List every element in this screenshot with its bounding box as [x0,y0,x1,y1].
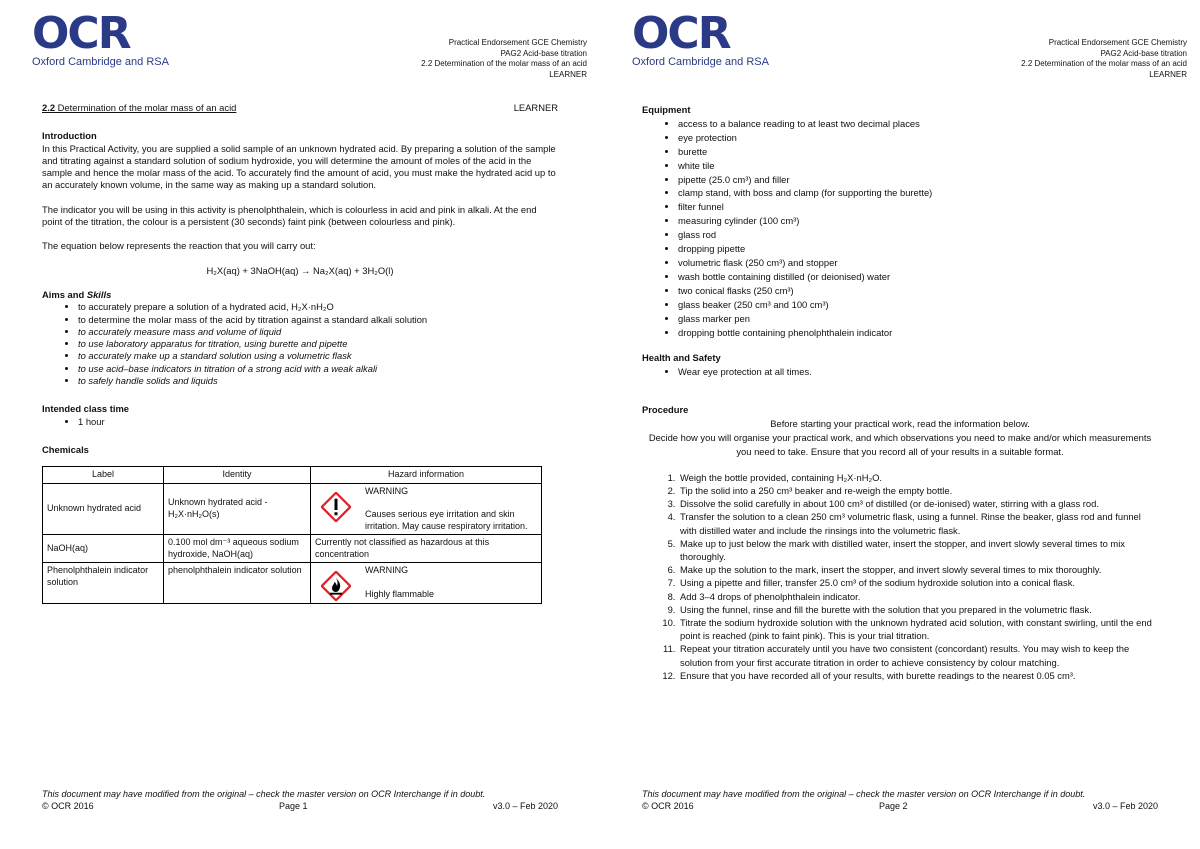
list-item: • pipette (25.0 cm³) and filler [678,173,1158,187]
exclamation-icon [321,492,351,522]
hazard-statement: Causes serious eye irritation and skin irritation. May cause respiratory irritation. [365,509,528,531]
list-item: • filter funnel [678,200,1158,214]
table-cell: phenolphthalein indicator solution [164,563,311,604]
hazard-signal-word: WARNING [365,565,409,576]
table-cell: Unknown hydrated acid - H₂X·nH₂O(s) [164,483,311,535]
list-item: • burette [678,145,1158,159]
list-item: • glass marker pen [678,312,1158,326]
list-item: • glass beaker (250 cm³ and 100 cm³) [678,298,1158,312]
table-cell [311,483,542,535]
footer-version: v3.0 – Feb 2020 [492,801,558,811]
logo-subtitle: Oxford Cambridge and RSA [632,56,769,68]
list-item: • two conical flasks (250 cm³) [678,284,1158,298]
footer-notice: This document may have modified from the original – check the master version on OCR Interchange if in doubt. [642,789,1086,799]
procedure-intro-2: Decide how you will organise your practical work, and which observations you need to make and/or which measurements you need to take. Ensure that you record all of your results in a suitable format. [648,432,1152,457]
list-item: 1. Weigh the bottle provided, containing H₂X·nH₂O. [678,471,1158,484]
chemicals-table [42,466,542,604]
intro-paragraph-2: The indicator you will be using in this activity is phenolphthalein, which is colourless in acid and pink in alkali. At the end point of the titration, the colour is a persistent (30 seconds) faint pink (between colourless and pink). [42,203,537,228]
list-item: 7. Using a pipette and filler, transfer 25.0 cm³ of the sodium hydroxide solution into a conical flask. [678,576,1158,589]
class-time-list [42,416,558,428]
class-time-heading: Intended class time [42,403,130,415]
list-item: • eye protection [678,131,1158,145]
column-header: Identity [164,467,311,484]
ocr-logo [632,8,769,68]
ocr-logo [32,8,169,68]
list-item: • wash bottle containing distilled (or deionised) water [678,270,1158,284]
page-footer [42,788,558,812]
title-text: Determination of the molar mass of an acid [55,102,237,113]
chemicals-heading: Chemicals [42,443,89,455]
list-item: 11. Repeat your titration accurately until you have two consistent (concordant) results. You may wish to keep the solution from your first accurate titration in order to achieve consistency by colour matching. [678,642,1158,668]
list-item: • 1 hour [78,416,558,428]
list-item: 6. Make up the solution to the mark, insert the stopper, and invert slowly several times to mix thoroughly. [678,563,1158,576]
reaction-equation: H₂X(aq) + 3NaOH(aq) → Na₂X(aq) + 3H₂O(l) [206,264,394,276]
table-cell: Unknown hydrated acid [43,483,164,535]
hazard-statement: Highly flammable [365,588,435,599]
footer-version: v3.0 – Feb 2020 [1092,801,1158,811]
table-cell: Currently not classified as hazardous at this concentration [311,535,542,563]
header-pag: PAG2 Acid-base titration [1100,48,1187,58]
flame-icon [321,571,351,601]
page-title [42,102,558,114]
list-item: 10. Titrate the sodium hydroxide solution with the unknown hydrated acid solution, with constant swirling, until the end point is reached (pink to faint pink). This is your trial titration. [678,616,1158,642]
list-item: • to use laboratory apparatus for titration, using burette and pipette [78,338,558,350]
list-item: 9. Using the funnel, rinse and fill the burette with the solution that you prepared in the volumetric flask. [678,603,1158,616]
list-item: • to use acid–base indicators in titration of a strong acid with a weak alkali [78,363,558,375]
list-item: • white tile [678,159,1158,173]
list-item: • glass rod [678,228,1158,242]
title-role: LEARNER [513,102,558,113]
header-activity: 2.2 Determination of the molar mass of an acid [1021,59,1187,68]
page-1 [30,0,590,849]
table-row [43,483,542,535]
header-activity: 2.2 Determination of the molar mass of an acid [421,59,587,68]
intro-paragraph-3: The equation below represents the reaction that you will carry out: [42,240,316,252]
header-course: Practical Endorsement GCE Chemistry [448,38,587,47]
health-safety-list [642,365,1158,379]
list-item: • Wear eye protection at all times. [678,365,1158,379]
table-row [43,563,542,604]
logo-subtitle: Oxford Cambridge and RSA [32,56,169,68]
list-item: 5. Make up to just below the mark with distilled water, insert the stopper, and invert slowly several times to mix thoroughly. [678,537,1158,563]
list-item: • dropping bottle containing phenolphthalein indicator [678,326,1158,340]
list-item: 3. Dissolve the solid carefully in about 100 cm³ of distilled (or de-ionised) water, stirring with a glass rod. [678,497,1158,510]
footer-copyright: © OCR 2016 [42,801,94,811]
page-1-body [42,102,558,604]
list-item: 8. Add 3–4 drops of phenolphthalein indicator. [678,590,1158,603]
logo-wordmark: OCR [632,8,730,59]
introduction-heading: Introduction [42,130,97,142]
list-item: • to safely handle solids and liquids [78,375,558,387]
page-header [1021,38,1187,80]
logo-wordmark: OCR [32,8,130,59]
page-2 [630,0,1190,849]
aims-list [42,301,558,387]
list-item: • access to a balance reading to at least two decimal places [678,117,1158,131]
procedure-intro-1: Before starting your practical work, read the information below. [770,418,1030,430]
list-item: • to accurately make up a standard solution using a volumetric flask [78,350,558,362]
list-item: • to accurately measure mass and volume of liquid [78,326,558,338]
table-cell: Phenolphthalein indicator solution [43,563,164,604]
table-cell: 0.100 mol dm⁻³ aqueous sodium hydroxide, NaOH(aq) [164,535,311,563]
list-item: 2. Tip the solid into a 250 cm³ beaker and re-weigh the empty bottle. [678,484,1158,497]
list-item: • to accurately prepare a solution of a hydrated acid, H₂X·nH₂O [78,301,558,313]
header-course: Practical Endorsement GCE Chemistry [1048,38,1187,47]
header-role: LEARNER [1149,69,1187,79]
list-item: • clamp stand, with boss and clamp (for supporting the burette) [678,186,1158,200]
table-cell: NaOH(aq) [43,535,164,563]
list-item: 4. Transfer the solution to a clean 250 cm³ volumetric flask, using a funnel. Rinse the beaker, glass rod and funnel with distilled water and include the rinsings into the volumetric flask. [678,510,1158,536]
page-footer [642,788,1158,812]
list-item: • to determine the molar mass of the acid by titration against a standard alkali solution [78,314,558,326]
header-role: LEARNER [549,69,587,79]
table-header-row [43,467,542,484]
table-row [43,535,542,563]
health-safety-heading: Health and Safety [642,352,721,364]
page-header [421,38,587,80]
equipment-heading: Equipment [642,104,691,115]
list-item: • measuring cylinder (100 cm³) [678,214,1158,228]
equipment-list [642,117,1158,340]
table-cell [311,563,542,604]
procedure-steps [642,471,1158,682]
column-header: Label [43,467,164,484]
list-item: 12. Ensure that you have recorded all of your results, with burette readings to the nearest 0.05 cm³. [678,669,1158,682]
footer-notice: This document may have modified from the original – check the master version on OCR Interchange if in doubt. [42,789,486,799]
header-pag: PAG2 Acid-base titration [500,48,587,58]
hazard-signal-word: WARNING [365,485,409,496]
list-item: • dropping pipette [678,242,1158,256]
title-number: 2.2 [42,102,56,113]
footer-copyright: © OCR 2016 [642,801,694,811]
column-header: Hazard information [311,467,542,484]
procedure-heading: Procedure [642,404,689,416]
page-2-body [642,103,1158,682]
page-number: Page 1 [279,801,308,811]
intro-paragraph-1: In this Practical Activity, you are supplied a solid sample of an unknown hydrated acid. By preparing a solution of the sample and titrating against a standard solution of sodium hydroxide, you will determine the amount of moles of the acid in the sample and hence the molar mass of the acid. To accurately find the amount of acid, you must make the hydrated acid up to an accurately known volume, in the same way as making up a standard solution. [42,142,556,191]
list-item: • volumetric flask (250 cm³) and stopper [678,256,1158,270]
aims-heading: Aims and Skills [42,288,112,300]
page-number: Page 2 [879,801,908,811]
